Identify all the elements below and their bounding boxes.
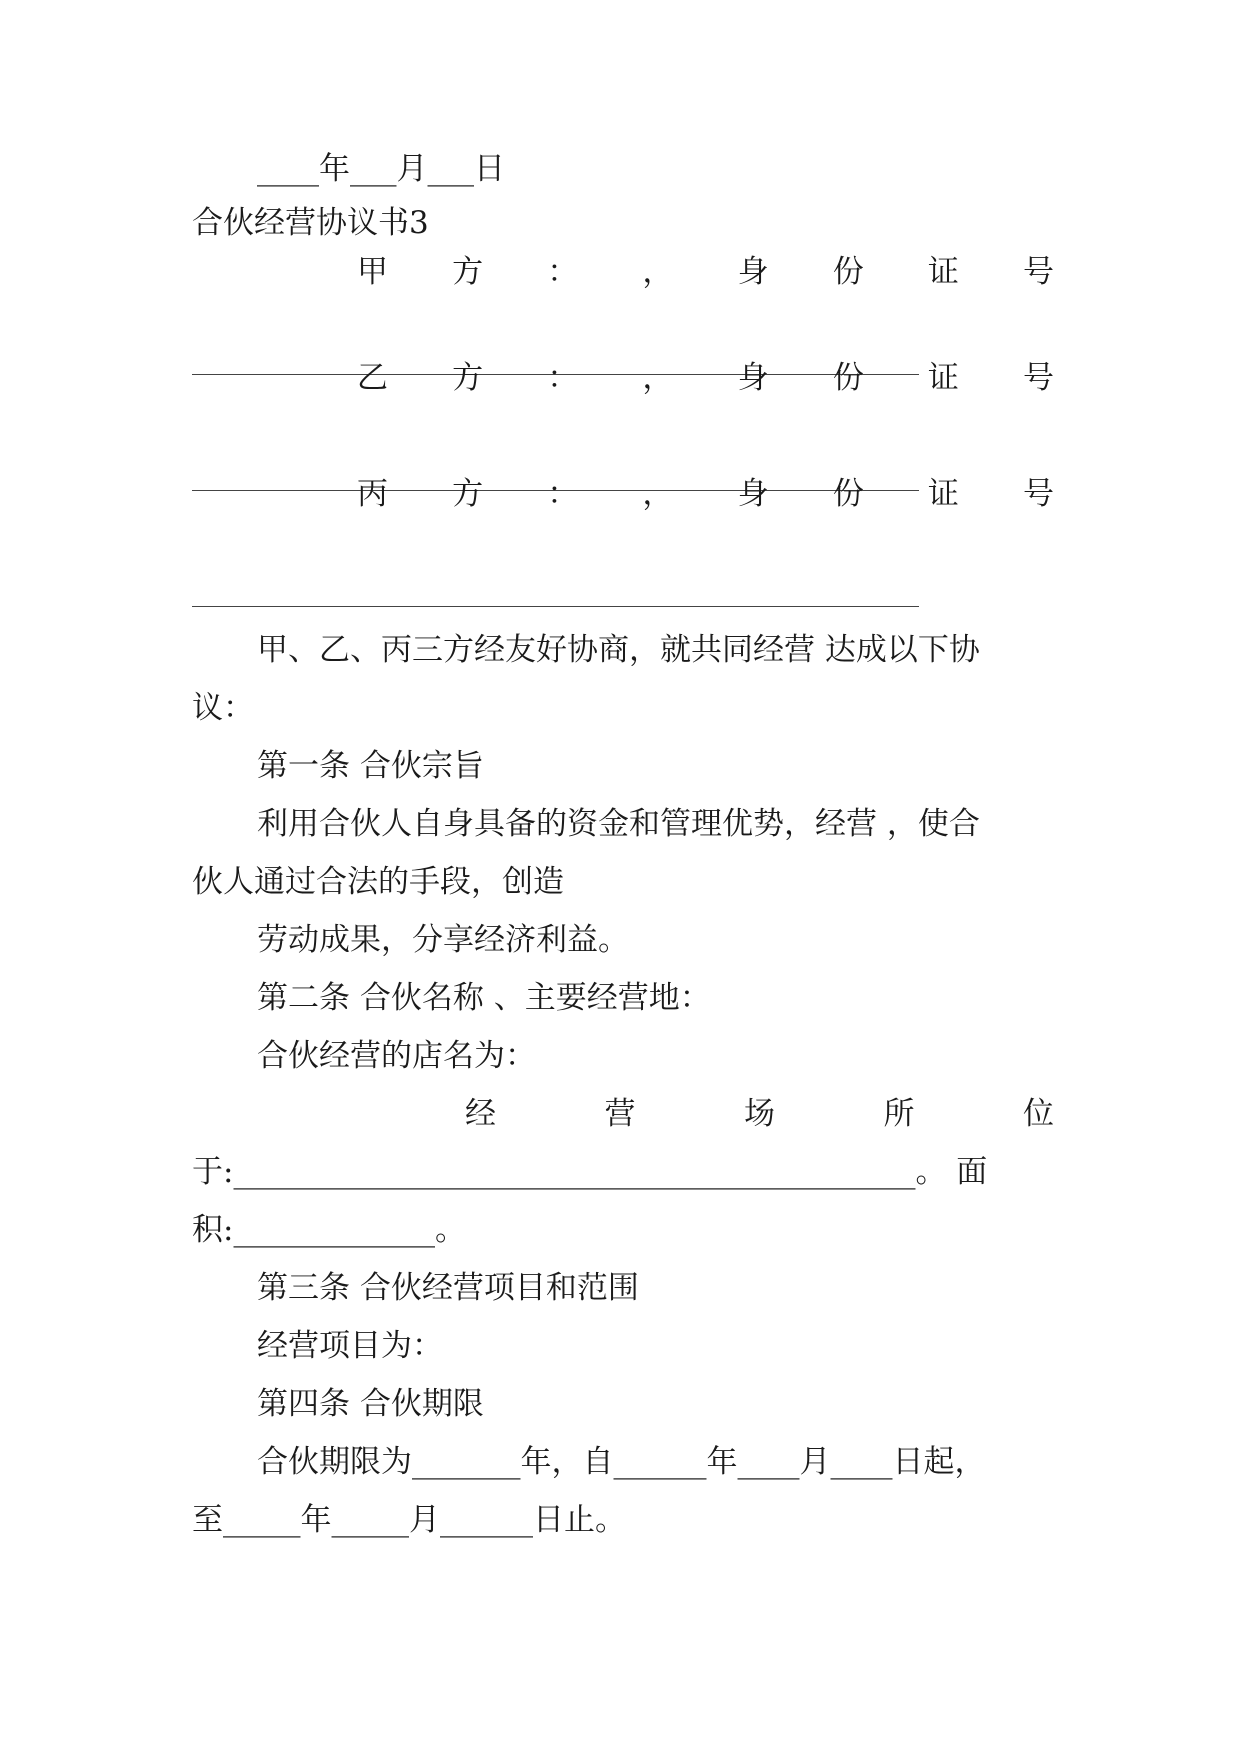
article-1-text-3: 劳动成果，分享经济利益。 <box>257 922 629 958</box>
party-c-char: 方 <box>452 476 484 512</box>
place-char: 营 <box>604 1096 636 1132</box>
article-1-heading: 第一条 合伙宗旨 <box>257 748 484 784</box>
party-a-char: ： <box>547 254 579 290</box>
document-title: 合伙经营协议书3 <box>192 205 429 241</box>
party-b-id-char: ， <box>642 360 674 396</box>
party-b-id-char: 证 <box>927 360 959 396</box>
party-b-id-char: 号 <box>1022 360 1054 396</box>
party-b-char: 方 <box>452 360 484 396</box>
party-c-id-char: 证 <box>927 476 959 512</box>
business-place-line <box>192 1094 1054 1134</box>
party-a-char: 甲 <box>357 254 388 290</box>
party-b-line <box>192 358 1054 398</box>
date-line: ____年___月___日 <box>257 151 505 187</box>
party-b-char: 乙 <box>357 360 388 396</box>
party-a-id-char: 身 <box>737 254 769 290</box>
party-c-id-char: 号 <box>1022 476 1054 512</box>
party-a-id-char: 份 <box>832 254 864 290</box>
term-line-1: 合伙期限为_______年，自______年____月____日起， <box>257 1444 986 1480</box>
intro-line-1: 甲、乙、丙三方经友好协商，就共同经营 达成以下协 <box>257 632 980 668</box>
article-3-heading: 第三条 合伙经营项目和范围 <box>257 1270 639 1306</box>
party-c-char: 丙 <box>357 476 388 512</box>
intro-line-2: 议： <box>192 690 254 726</box>
party-a-id-char: 号 <box>1022 254 1054 290</box>
party-b-id-char: 份 <box>832 360 864 396</box>
party-a-id-char: ， <box>642 254 674 290</box>
term-line-2: 至_____年_____月______日止。 <box>192 1502 626 1538</box>
party-a-line <box>192 252 1054 292</box>
party-c-char: ： <box>547 476 579 512</box>
party-c-id-blank <box>192 606 919 607</box>
party-b-char: ： <box>547 360 579 396</box>
article-2-heading: 第二条 合伙名称 、主要经营地： <box>257 980 711 1016</box>
party-c-id-char: ， <box>642 476 674 512</box>
party-b-id-char: 身 <box>737 360 769 396</box>
article-1-text-2: 伙人通过合法的手段，创造 <box>192 864 564 900</box>
article-4-heading: 第四条 合伙期限 <box>257 1386 484 1422</box>
business-items-line: 经营项目为： <box>257 1328 443 1364</box>
party-a-id-char: 证 <box>927 254 959 290</box>
party-a-char: 方 <box>452 254 484 290</box>
party-c-id-char: 身 <box>737 476 769 512</box>
area-line: 积:_____________。 <box>192 1212 466 1248</box>
place-char: 场 <box>744 1096 775 1132</box>
shop-name-line: 合伙经营的店名为： <box>257 1038 536 1074</box>
place-char: 位 <box>1023 1096 1054 1132</box>
party-c-line <box>192 474 1054 514</box>
article-1-text-1: 利用合伙人自身具备的资金和管理优势，经营 ，使合 <box>257 806 980 842</box>
party-c-id-char: 份 <box>832 476 864 512</box>
place-char: 所 <box>883 1096 915 1132</box>
place-char: 经 <box>465 1096 496 1132</box>
business-place-blank: 于:____________________________________________。 面 <box>192 1154 988 1190</box>
